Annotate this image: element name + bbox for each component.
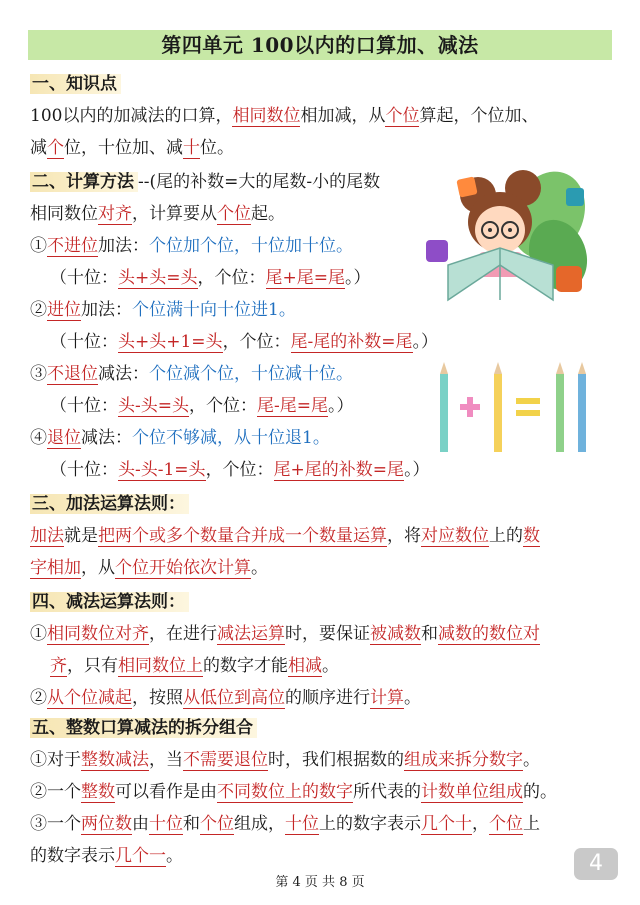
text-span: 相加减，从 bbox=[300, 106, 386, 126]
highlighted-term: 字相加 bbox=[30, 558, 81, 578]
text-span: 的数字才能 bbox=[203, 656, 288, 676]
girl-reading-illustration bbox=[418, 160, 598, 310]
text-span: ，个位： bbox=[205, 460, 274, 480]
highlighted-term: 头-头=头 bbox=[118, 396, 189, 416]
text-span: 。） bbox=[345, 268, 371, 288]
text-span: 二、计算方法 bbox=[30, 172, 138, 192]
rule-3-formula bbox=[50, 394, 354, 418]
s4-line-1 bbox=[30, 622, 540, 646]
text-span: 组成， bbox=[234, 814, 285, 834]
highlighted-term: 减法运算 bbox=[217, 624, 285, 644]
text-span: ，个位： bbox=[189, 396, 257, 416]
text-span: 。 bbox=[404, 688, 421, 708]
highlighted-term: 十位 bbox=[149, 814, 183, 834]
text-span: 上 bbox=[523, 814, 540, 834]
highlighted-term: 两位数 bbox=[81, 814, 132, 834]
highlighted-term: 把两个或多个数量合并成一个数量运算 bbox=[98, 526, 387, 546]
text-span: --(尾的补数=大的尾数-小的尾数 bbox=[138, 172, 381, 192]
rule-3 bbox=[30, 362, 353, 386]
highlighted-term: 加法 bbox=[30, 526, 64, 546]
pencil-addition-illustration bbox=[432, 362, 612, 458]
text-span: 加法： bbox=[81, 300, 132, 320]
text-span: 个位减个位，十位减十位。 bbox=[149, 364, 353, 384]
rule-4 bbox=[30, 426, 330, 450]
text-span: ① bbox=[30, 236, 47, 256]
section-heading-1 bbox=[30, 72, 121, 96]
text-span: ② bbox=[30, 300, 47, 320]
highlighted-term: 十 bbox=[183, 138, 200, 158]
text-span: ， bbox=[472, 814, 489, 834]
s4-line-2 bbox=[50, 654, 339, 678]
text-span: 四、减法运算法则： bbox=[30, 592, 189, 612]
text-span: 相同数位 bbox=[30, 204, 98, 224]
highlighted-term: 十位 bbox=[285, 814, 319, 834]
text-span: ，在进行 bbox=[149, 624, 217, 644]
s2-line-2 bbox=[30, 202, 285, 226]
highlighted-term: 对应数位 bbox=[421, 526, 489, 546]
s3-line-1 bbox=[30, 524, 540, 548]
text-span: （十位： bbox=[50, 396, 118, 416]
highlighted-term: 退位 bbox=[47, 428, 81, 448]
s3-line-2 bbox=[30, 556, 268, 580]
text-span: 上的 bbox=[489, 526, 523, 546]
text-span: 上的数字表示 bbox=[319, 814, 421, 834]
highlighted-term: 对齐 bbox=[98, 204, 132, 224]
highlighted-term: 个 bbox=[47, 138, 64, 158]
highlighted-term: 相减 bbox=[288, 656, 322, 676]
text-span: 。） bbox=[404, 460, 430, 480]
s5-line-1 bbox=[30, 748, 540, 772]
text-span: 100以内的加减法的口算， bbox=[30, 106, 233, 126]
highlighted-term: 计算 bbox=[370, 688, 404, 708]
text-span: ，从 bbox=[81, 558, 115, 578]
text-span: 减 bbox=[30, 138, 47, 158]
text-span: 的顺序进行 bbox=[285, 688, 370, 708]
highlighted-term: 尾-尾=尾 bbox=[257, 396, 328, 416]
text-span: 。） bbox=[328, 396, 354, 416]
text-span: ，计算要从 bbox=[132, 204, 217, 224]
highlighted-term: 几个十 bbox=[421, 814, 472, 834]
highlighted-term: 个位 bbox=[489, 814, 523, 834]
highlighted-term: 计数单位组成 bbox=[421, 782, 523, 802]
text-span: 。 bbox=[523, 750, 540, 770]
page-number-badge: 4 bbox=[574, 848, 618, 880]
text-span: 个位满十向十位进1。 bbox=[132, 300, 296, 320]
text-span: （十位： bbox=[50, 460, 118, 480]
text-span: 个位不够减，从十位退1。 bbox=[132, 428, 330, 448]
highlighted-term: 相同数位 bbox=[232, 106, 301, 126]
highlighted-term: 头-头-1=头 bbox=[118, 460, 206, 480]
text-span: 起。 bbox=[251, 204, 285, 224]
text-span: 和 bbox=[421, 624, 438, 644]
text-span: 就是 bbox=[64, 526, 98, 546]
rule-2-formula bbox=[50, 330, 438, 354]
text-span: 。） bbox=[412, 332, 439, 352]
text-span: （十位： bbox=[50, 332, 118, 352]
text-span: 一、知识点 bbox=[30, 74, 121, 94]
text-span: ① bbox=[30, 624, 47, 644]
highlighted-term: 尾+尾的补数=尾 bbox=[273, 460, 405, 480]
highlighted-term: 不退位 bbox=[47, 364, 98, 384]
s1-line-2 bbox=[30, 136, 234, 160]
text-span: 的。 bbox=[523, 782, 557, 802]
highlighted-term: 个位开始依次计算 bbox=[115, 558, 251, 578]
pencil-icon bbox=[556, 362, 564, 452]
rule-1-formula bbox=[50, 266, 371, 290]
highlighted-term: 整数减法 bbox=[81, 750, 149, 770]
highlighted-term: 不需要退位 bbox=[183, 750, 268, 770]
page-footer: 第 4 页 共 8 页 bbox=[275, 875, 365, 890]
highlighted-term: 相同数位对齐 bbox=[47, 624, 149, 644]
text-span: 时，要保证 bbox=[285, 624, 370, 644]
text-span: 位。 bbox=[200, 138, 234, 158]
text-span: ，个位： bbox=[222, 332, 291, 352]
text-span: （十位： bbox=[50, 268, 118, 288]
text-span: ③一个 bbox=[30, 814, 81, 834]
highlighted-term: 被减数 bbox=[370, 624, 421, 644]
highlighted-term: 尾+尾=尾 bbox=[265, 268, 345, 288]
text-span: ，个位： bbox=[197, 268, 266, 288]
text-span: 三、加法运算法则： bbox=[30, 494, 189, 514]
highlighted-term: 从低位到高位 bbox=[183, 688, 285, 708]
text-span: ，将 bbox=[387, 526, 421, 546]
text-span: ，当 bbox=[149, 750, 183, 770]
rule-1 bbox=[30, 234, 353, 258]
highlighted-term: 几个一 bbox=[115, 846, 166, 866]
rule-4-formula bbox=[50, 458, 430, 482]
text-span: 所代表的 bbox=[353, 782, 421, 802]
highlighted-term: 减数的数位对 bbox=[438, 624, 540, 644]
text-span: 。 bbox=[166, 846, 183, 866]
section-heading-3 bbox=[30, 492, 189, 516]
text-span: 。 bbox=[251, 558, 268, 578]
text-span: ② bbox=[30, 688, 47, 708]
highlighted-term: 头+头=头 bbox=[118, 268, 198, 288]
highlighted-term: 个位 bbox=[200, 814, 234, 834]
s1-line-1 bbox=[30, 104, 538, 128]
section-heading-2 bbox=[30, 170, 380, 194]
text-span: ③ bbox=[30, 364, 47, 384]
text-span: 个位加个位，十位加十位。 bbox=[149, 236, 353, 256]
highlighted-term: 齐 bbox=[50, 656, 67, 676]
text-span: 。 bbox=[322, 656, 339, 676]
text-span: 位，十位加、减 bbox=[64, 138, 183, 158]
highlighted-term: 相同数位上 bbox=[118, 656, 203, 676]
text-span: 由 bbox=[132, 814, 149, 834]
highlighted-term: 不进位 bbox=[47, 236, 98, 256]
text-span: ②一个 bbox=[30, 782, 81, 802]
pencil-icon bbox=[494, 362, 502, 452]
s4-line-3 bbox=[30, 686, 421, 710]
s5-line-3 bbox=[30, 812, 540, 836]
text-span: 时，我们根据数的 bbox=[268, 750, 404, 770]
text-span: 减法： bbox=[81, 428, 132, 448]
section-heading-4 bbox=[30, 590, 189, 614]
text-span: ，按照 bbox=[132, 688, 183, 708]
text-span: ④ bbox=[30, 428, 47, 448]
text-span: 算起，个位加、 bbox=[419, 106, 539, 126]
text-span: ①对于 bbox=[30, 750, 81, 770]
text-span: 的数字表示 bbox=[30, 846, 115, 866]
text-span: 减法： bbox=[98, 364, 149, 384]
highlighted-term: 个位 bbox=[385, 106, 420, 126]
text-span: ，只有 bbox=[67, 656, 118, 676]
text-span: 加法： bbox=[98, 236, 149, 256]
highlighted-term: 个位 bbox=[217, 204, 251, 224]
highlighted-term: 进位 bbox=[47, 300, 81, 320]
highlighted-term: 不同数位上的数字 bbox=[217, 782, 353, 802]
highlighted-term: 整数 bbox=[81, 782, 115, 802]
highlighted-term: 尾-尾的补数=尾 bbox=[290, 332, 413, 352]
s5-line-4 bbox=[30, 844, 183, 868]
pencil-icon bbox=[578, 362, 586, 452]
highlighted-term: 组成来拆分数字 bbox=[404, 750, 523, 770]
page-title: 第四单元 100以内的口算加、减法 bbox=[28, 30, 612, 60]
text-span: 可以看作是由 bbox=[115, 782, 217, 802]
highlighted-term: 从个位减起 bbox=[47, 688, 132, 708]
rule-2 bbox=[30, 298, 296, 322]
section-heading-5 bbox=[30, 716, 257, 740]
highlighted-term: 数 bbox=[523, 526, 540, 546]
pencil-icon bbox=[440, 362, 448, 452]
text-span: 和 bbox=[183, 814, 200, 834]
equals-icon bbox=[516, 398, 540, 404]
highlighted-term: 头+头+1=头 bbox=[118, 332, 223, 352]
s5-line-2 bbox=[30, 780, 557, 804]
text-span: 五、整数口算减法的拆分组合 bbox=[30, 718, 257, 738]
